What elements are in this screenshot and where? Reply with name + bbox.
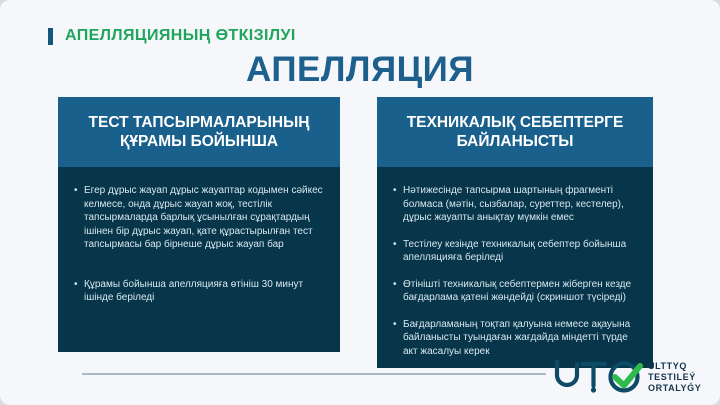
list-item: • Егер дұрыс жауап дұрыс жауаптар кодымен сәйкес келмесе, онда дұрыс жауап жоқ, тестілік тапсырмаларда барлық ұсынылған сұрақтардың ішінен бір дұрыс жауап, қате құрастырылған тест тапсырмасы бар бірнеше дұрыс жауап бар [74, 184, 326, 252]
kicker-title: АПЕЛЛЯЦИЯНЫҢ ӨТКІЗІЛУІ [65, 27, 296, 44]
list-item: • Құрамы бойынша апелляцияға өтініш 30 минут ішінде беріледі [74, 278, 326, 305]
list-item: • Нәтижесінде тапсырма шартының фрагменті болмаса (мәтін, сызбалар, суреттер, кестелер), дұрыс жауапты анықтау мүмкін емес [393, 184, 639, 225]
left-card-header: ТЕСТ ТАПСЫРМАЛАРЫНЫҢ ҚҰРАМЫ БОЙЫНША [58, 97, 340, 167]
uto-logo [548, 355, 712, 402]
right-card-bullet-list [393, 184, 639, 358]
left-card [58, 97, 340, 352]
logo-text-line-2: TESTILEÝ [648, 372, 696, 382]
footer-divider-line [82, 373, 546, 375]
logo-text-line-3: ORTALYǴY [648, 383, 702, 393]
list-item: • Бағдарламаның тоқтап қалуына немесе ақауына байланысты туындаған жағдайда міндетті түрде акт жасалуы керек [393, 318, 639, 359]
kicker [48, 27, 296, 45]
logo-node-dot [554, 359, 559, 364]
right-card-body [377, 167, 653, 368]
list-item: • Өтінішті техникалық себептермен жіберген кезде бағдарлама қатені жөндейді (скриншот түсіреді) [393, 278, 639, 305]
left-card-bullet-list [74, 184, 326, 305]
logo-letter-u [557, 364, 577, 385]
list-item: • Тестілеу кезінде техникалық себептер бойынша апелляцияға беріледі [393, 238, 639, 265]
left-card-body [58, 167, 340, 352]
kicker-accent-bar [48, 28, 53, 45]
logo-node-dot [591, 387, 596, 392]
page-title: АПЕЛЛЯЦИЯ [246, 50, 474, 89]
right-card [377, 97, 653, 357]
logo-text-line-1: ULTTYQ [648, 361, 687, 371]
right-card-header: ТЕХНИКАЛЫҚ СЕБЕПТЕРГЕ БАЙЛАНЫСТЫ [377, 97, 653, 167]
